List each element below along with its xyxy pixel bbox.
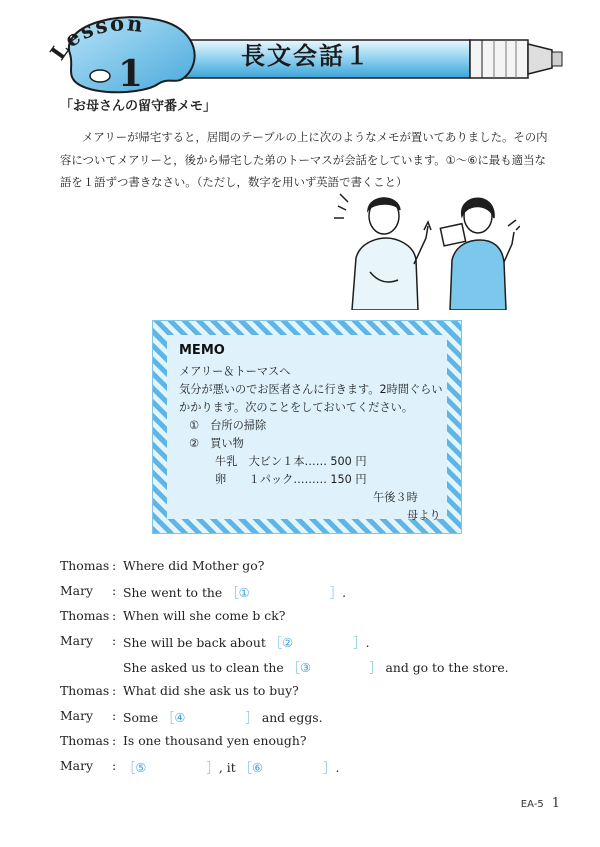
memo-price-line: 牛乳 大ビン１本…… 500 円	[215, 455, 367, 468]
answer-blank-number: ①	[238, 585, 250, 600]
speaker-label: Mary :	[60, 583, 117, 598]
speaker-label: Mary :	[60, 758, 117, 773]
memo-signature: 母より	[407, 509, 441, 522]
memo-title: MEMO	[179, 343, 225, 358]
dialogue-line: Is one thousand yen enough?	[123, 733, 307, 748]
page-footer	[521, 796, 560, 811]
memo-line: 気分が悪いのでお医者さんに行きます。2時間ぐらい	[179, 383, 443, 396]
speaker-label: Thomas :	[60, 608, 117, 623]
dialogue-line: Where did Mother go?	[123, 558, 265, 573]
lesson-number: 1	[118, 53, 144, 95]
answer-blank-number: ⑥	[252, 760, 264, 775]
memo-item: ① 台所の掃除	[189, 419, 267, 432]
badge-word: Lesson	[44, 10, 147, 65]
dialogue-line: When will she come b ck?	[123, 608, 286, 623]
instructions-text: メアリーが帰宅すると，居間のテーブルの上に次のようなメモが置いてありました。その内容についてメアリーと，後から帰宅した弟のトーマスが会話をしています。①〜⑥に最も適当な語を１語ずつ書きなさい。（ただし，数字を用いず英語で書くこと）	[60, 130, 548, 189]
dialogue-line: She went to the ［① ］.	[123, 585, 347, 600]
page-number: 1	[551, 796, 560, 811]
answer-blank-number: ③	[300, 660, 312, 675]
answer-blank-number: ④	[174, 710, 186, 725]
page-code: EA-5	[520, 799, 544, 810]
speaker-label: Thomas :	[60, 683, 117, 698]
dialogue-line: Some ［④ ］ and eggs.	[123, 710, 323, 725]
dialogue-line: She asked us to clean the ［③ ］ and go to the store.	[123, 660, 509, 675]
memo-time: 午後３時	[373, 491, 418, 504]
answer-blank-number: ②	[282, 635, 294, 650]
speaker-label: Thomas :	[60, 733, 117, 748]
section-subtitle: 「お母さんの留守番メモ」	[60, 99, 217, 114]
memo-item: ② 買い物	[189, 437, 244, 450]
memo-price-line: 卵 １パック……… 150 円	[215, 473, 367, 486]
answer-blank-number: ⑤	[135, 760, 147, 775]
dialogue-line: She will be back about ［② ］.	[123, 635, 370, 650]
memo-line: メアリー＆トーマスへ	[179, 365, 291, 378]
speaker-label: Mary :	[60, 708, 117, 723]
page-title: 長文会話１	[241, 41, 371, 70]
speaker-label: Mary :	[60, 633, 117, 648]
speaker-label: Thomas :	[60, 558, 117, 573]
dialogue-line: ［⑤ ］, it ［⑥ ］.	[123, 760, 340, 775]
dialogue-line: What did she ask us to buy?	[123, 683, 299, 698]
memo-line: かかります。次のことをしておいてください。	[179, 401, 414, 414]
